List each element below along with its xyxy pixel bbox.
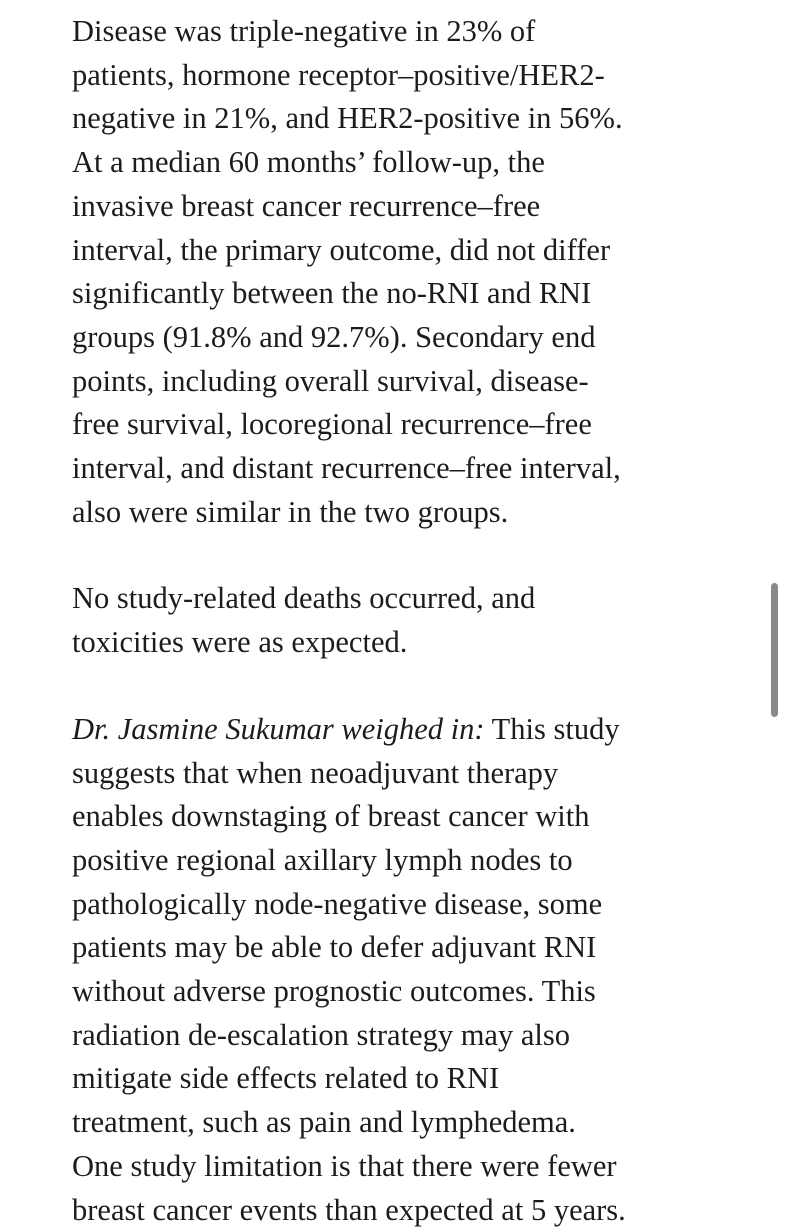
text-line: also were similar in the two groups. <box>72 494 509 529</box>
text-line <box>72 708 712 752</box>
scrollbar-thumb[interactable] <box>771 583 778 717</box>
article-body <box>72 10 712 1232</box>
text-line: Disease was triple-negative in 23% of <box>72 14 536 48</box>
text-line: without adverse prognostic outcomes. This <box>72 974 596 1009</box>
text-line: invasive breast cancer recurrence–free <box>72 188 541 223</box>
text-line: enables downstaging of breast cancer with <box>72 799 590 834</box>
safety-paragraph <box>72 577 712 664</box>
text-line: suggests that when neoadjuvant therapy <box>72 755 559 790</box>
text-line: points, including overall survival, disease- <box>72 363 589 398</box>
text-line: treatment, such as pain and lymphedema. <box>72 1105 576 1140</box>
text-line: patients may be able to defer adjuvant RNI <box>72 930 597 965</box>
text-line: One study limitation is that there were fewer <box>72 1148 617 1183</box>
text-line: At a median 60 months’ follow-up, the <box>72 145 545 180</box>
expert-comment-paragraph <box>72 708 712 1232</box>
text-line: significantly between the no-RNI and RNI <box>72 276 592 311</box>
text-line: toxicities were as expected. <box>72 625 408 660</box>
text-line: interval, the primary outcome, did not differ <box>72 232 611 267</box>
text-line: free survival, locoregional recurrence–free <box>72 407 592 442</box>
text-line: breast cancer events than expected at 5 years. <box>72 1192 626 1227</box>
text-line: patients, hormone receptor–positive/HER2- <box>72 57 605 92</box>
text-line: positive regional axillary lymph nodes to <box>72 842 573 877</box>
text-line: No study-related deaths occurred, and <box>72 581 536 616</box>
text-line: mitigate side effects related to RNI <box>72 1061 500 1096</box>
text-line: pathologically node-negative disease, some <box>72 886 603 921</box>
text-line: groups (91.8% and 92.7%). Secondary end <box>72 319 596 354</box>
comment-start: This study <box>484 711 620 746</box>
text-line: interval, and distant recurrence–free interval, <box>72 451 621 486</box>
text-line: negative in 21%, and HER2-positive in 56%. <box>72 101 623 136</box>
text-line: radiation de-escalation strategy may also <box>72 1017 570 1052</box>
results-paragraph <box>72 10 712 534</box>
speaker-attribution: Dr. Jasmine Sukumar weighed in: <box>72 711 485 746</box>
